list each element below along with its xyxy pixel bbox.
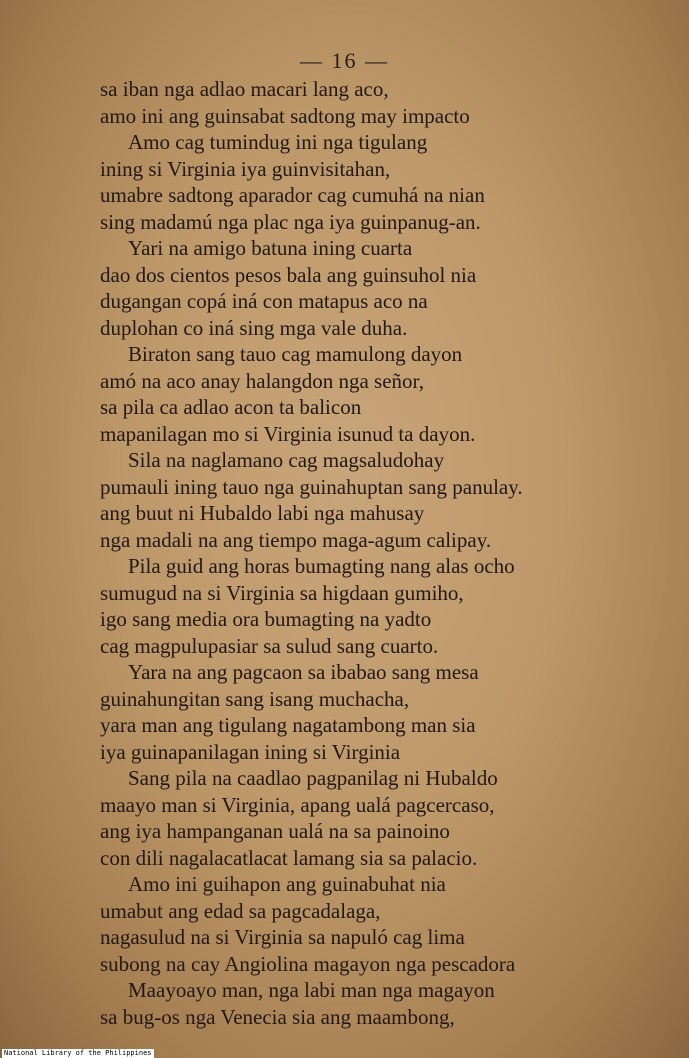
text-line: ining si Virginia iya guinvisitahan, xyxy=(100,156,391,181)
text-line: subong na cay Angiolina magayon nga pescadora xyxy=(100,951,516,976)
text-line: amó na aco anay halangdon nga señor, xyxy=(100,368,424,393)
text-line: umabut ang edad sa pagcadalaga, xyxy=(100,898,381,923)
text-line: Amo ini guihapon ang guinabuhat nia xyxy=(128,872,446,896)
text-line: Yari na amigo batuna ining cuarta xyxy=(128,236,413,260)
text-line: umabre sadtong aparador cag cumuhá na nian xyxy=(100,183,485,207)
text-line: Sang pila na caadlao pagpanilag ni Hubaldo xyxy=(128,766,498,790)
text-line: dugangan copá iná con matapus aco na xyxy=(100,289,428,313)
text-line: sa iban nga adlao macari lang aco, xyxy=(100,77,389,101)
text-line: yara man ang tigulang nagatambong man sia xyxy=(100,713,476,737)
text-line: nagasulud na si Virginia sa napuló cag lima xyxy=(100,925,465,949)
page-number: — 16 — xyxy=(300,48,389,73)
text-line: Pila guid ang horas bumagting nang alas ocho xyxy=(128,554,515,578)
text-line: pumauli ining tauo nga guinahuptan sang panulay. xyxy=(100,474,523,499)
text-body xyxy=(100,76,630,1030)
text-line: Amo cag tumindug ini nga tigulang xyxy=(128,130,428,154)
text-line: duplohan co iná sing mga vale duha. xyxy=(100,315,408,340)
text-line: Yara na ang pagcaon sa ibabao sang mesa xyxy=(128,660,479,684)
footer-credit: National Library of the Philippines xyxy=(4,1049,152,1057)
text-line: sa pila ca adlao acon ta balicon xyxy=(100,395,362,419)
text-line: ang buut ni Hubaldo labi nga mahusay xyxy=(100,501,425,525)
text-line: ang iya hampanganan ualá na sa painoino xyxy=(100,819,450,843)
text-line: maayo man si Virginia, apang ualá pagcercaso, xyxy=(100,792,495,817)
text-line: igo sang media ora bumagting na yadto xyxy=(100,607,432,631)
text-line: guinahungitan sang isang muchacha, xyxy=(100,686,410,711)
text-line: mapanilagan mo si Virginia isunud ta dayon. xyxy=(100,421,476,446)
text-line: cag magpulupasiar sa sulud sang cuarto. xyxy=(100,633,439,658)
text-line: con dili nagalacatlacat lamang sia sa palacio. xyxy=(100,845,478,870)
text-line: Maayoayo man, nga labi man nga magayon xyxy=(128,978,495,1002)
text-line: sumugud na si Virginia sa higdaan gumiho, xyxy=(100,580,464,605)
text-line: Sila na naglamano cag magsaludohay xyxy=(128,448,445,472)
text-line: sing madamú nga plac nga iya guinpanug-an. xyxy=(100,209,481,234)
text-line: iya guinapanilagan ining si Virginia xyxy=(100,739,401,764)
text-line: nga madali na ang tiempo maga-agum calipay. xyxy=(100,527,492,552)
text-line: dao dos cientos pesos bala ang guinsuhol nia xyxy=(100,262,477,287)
text-line: sa bug-os nga Venecia sia ang maambong, xyxy=(100,1004,455,1029)
text-line: amo ini ang guinsabat sadtong may impacto xyxy=(100,103,470,128)
text-line: Biraton sang tauo cag mamulong dayon xyxy=(128,342,463,366)
